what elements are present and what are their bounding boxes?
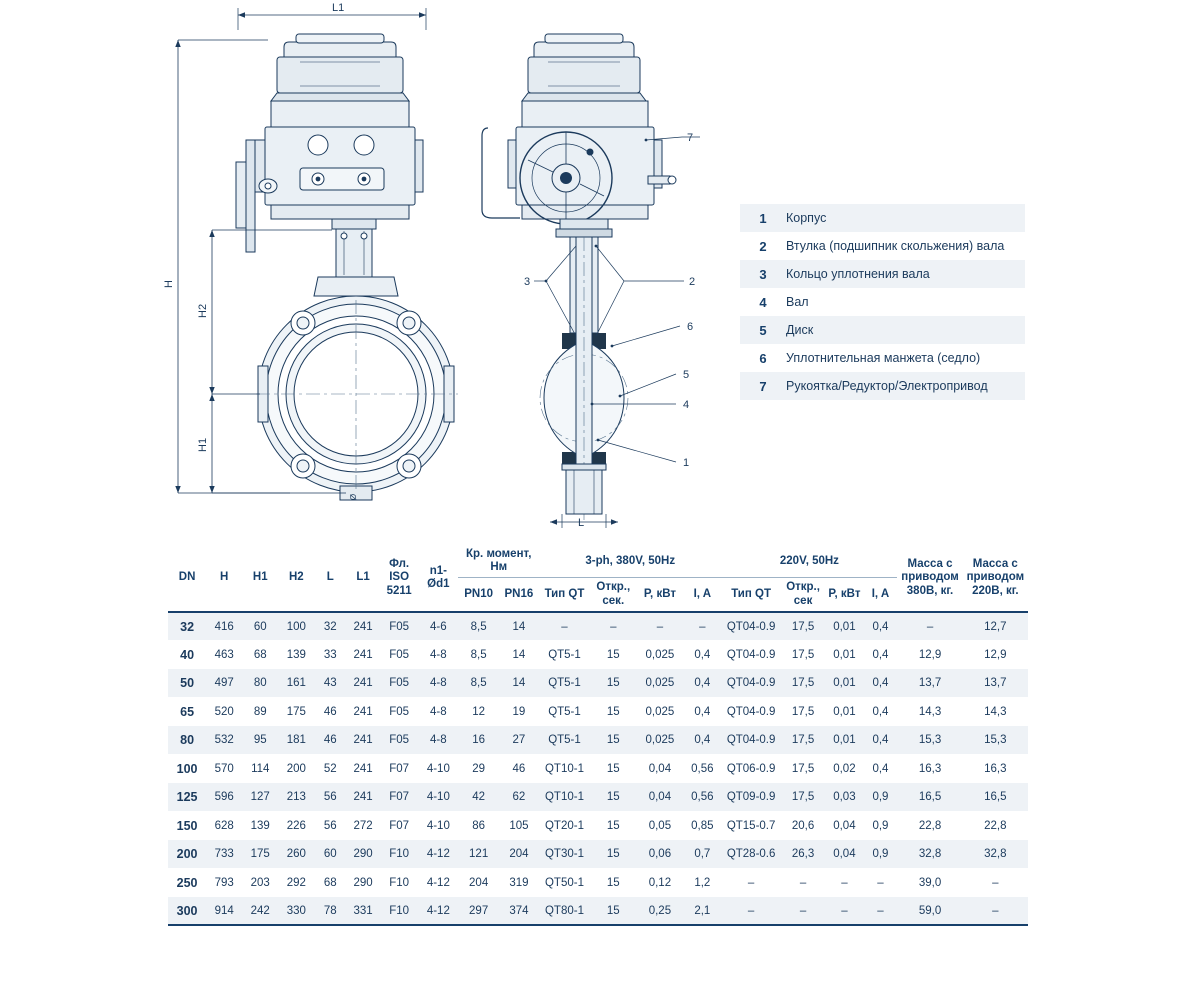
- specification-table: [168, 545, 1028, 926]
- table-cell: 0,4: [694, 705, 711, 718]
- table-cell: 0,56: [691, 762, 714, 775]
- table-cell: 1,2: [694, 876, 711, 889]
- table-cell: 8,5: [470, 620, 487, 633]
- table-cell: QT20-1: [544, 819, 584, 832]
- table-cell: 29: [472, 762, 486, 775]
- table-cell: 32,8: [918, 848, 942, 861]
- table-cell: 32: [323, 620, 337, 633]
- table-cell: 15: [606, 705, 620, 718]
- group-3ph-380v: 3-ph, 380V, 50Hz: [539, 545, 721, 578]
- callout-6: 6: [687, 321, 694, 333]
- table-cell: 16,3: [918, 762, 942, 775]
- table-cell: QT50-1: [544, 876, 584, 889]
- table-row: [168, 811, 1028, 840]
- table-cell: 95: [253, 734, 267, 747]
- table-cell: 32,8: [984, 848, 1007, 861]
- table-cell: 628: [214, 819, 234, 832]
- table-cell: 4-12: [426, 848, 450, 861]
- table-cell: F05: [389, 705, 410, 718]
- table-cell: 0,12: [648, 876, 672, 889]
- table-cell: 86: [472, 819, 486, 832]
- col-l1: L1: [356, 571, 370, 584]
- table-cell: 0,01: [833, 620, 856, 633]
- table-cell: 46: [512, 762, 526, 775]
- table-cell: 260: [286, 848, 306, 861]
- col-open-sec-220: Откр., сек: [786, 581, 820, 607]
- table-cell: 39,0: [918, 876, 942, 889]
- table-cell: 62: [512, 791, 526, 804]
- table-header-group-row: [168, 545, 1028, 578]
- callout-2: 2: [689, 276, 696, 288]
- table-cell: QT80-1: [544, 904, 584, 917]
- table-cell: –: [610, 620, 617, 633]
- cell-dn: 40: [180, 647, 195, 662]
- table-cell: 14: [512, 620, 526, 633]
- table-cell: –: [926, 620, 934, 633]
- callout-7: 7: [687, 132, 694, 144]
- table-cell: QT10-1: [544, 791, 584, 804]
- table-cell: F05: [389, 620, 410, 633]
- table-cell: 241: [353, 762, 373, 775]
- table-cell: 0,025: [645, 734, 675, 747]
- table-cell: 0,4: [872, 762, 889, 775]
- table-cell: 4-10: [426, 819, 450, 832]
- table-cell: 17,5: [791, 791, 815, 804]
- table-cell: –: [877, 904, 884, 917]
- legend-label: Корпус: [786, 211, 827, 225]
- table-cell: 4-8: [430, 705, 447, 718]
- table-cell: 17,5: [791, 734, 815, 747]
- table-cell: 52: [323, 762, 337, 775]
- table-cell: 56: [323, 819, 337, 832]
- table-cell: F05: [389, 677, 410, 690]
- table-cell: 0,25: [648, 904, 672, 917]
- table-row: [168, 754, 1028, 783]
- table-cell: 272: [353, 819, 373, 832]
- col-dn: DN: [178, 571, 196, 584]
- table-cell: 15,3: [918, 734, 942, 747]
- table-cell: 200: [286, 762, 306, 775]
- table-cell: 213: [286, 791, 306, 804]
- table-row: [168, 697, 1028, 726]
- col-h2: H2: [288, 571, 304, 584]
- table-cell: 0,02: [833, 762, 856, 775]
- table-cell: QT04-0.9: [726, 734, 776, 747]
- table-cell: 68: [253, 648, 267, 661]
- table-cell: 0,56: [691, 791, 714, 804]
- table-cell: 16,5: [984, 791, 1007, 804]
- table-cell: 17,5: [791, 705, 815, 718]
- table-cell: 203: [250, 876, 270, 889]
- table-cell: 0,01: [833, 648, 856, 661]
- table-cell: 0,4: [872, 648, 889, 661]
- table-cell: 15: [606, 876, 620, 889]
- table-cell: F10: [389, 876, 410, 889]
- table-cell: 4-6: [430, 620, 447, 633]
- table-cell: 4-8: [430, 734, 447, 747]
- table-cell: 14,3: [984, 705, 1007, 718]
- col-current-380: I, A: [693, 588, 712, 601]
- table-cell: 12,9: [918, 648, 942, 661]
- table-cell: 139: [250, 819, 270, 832]
- table-cell: 22,8: [984, 819, 1007, 832]
- svg-text:Ø: Ø: [349, 493, 358, 501]
- col-type-qt-220: Тип QT: [731, 588, 771, 601]
- table-row: [168, 840, 1028, 869]
- table-row: [168, 612, 1028, 641]
- table-body: [168, 612, 1028, 926]
- legend-label: Диск: [786, 323, 814, 337]
- table-cell: 4-10: [426, 762, 450, 775]
- table-cell: 331: [353, 904, 373, 917]
- table-cell: 0,85: [691, 819, 714, 832]
- table-cell: 0,025: [645, 648, 675, 661]
- table-cell: 15: [606, 734, 620, 747]
- legend-number: 4: [759, 294, 767, 310]
- table-cell: 14,3: [918, 705, 942, 718]
- cell-dn: 125: [176, 790, 198, 805]
- table-cell: 793: [214, 876, 234, 889]
- col-pn16: PN16: [504, 588, 534, 601]
- col-flange-iso: Фл. ISO 5211: [386, 558, 412, 597]
- col-power-380: P, кВт: [643, 588, 676, 601]
- col-current-220: I, A: [871, 588, 890, 601]
- table-cell: 15,3: [984, 734, 1007, 747]
- table-cell: 0,025: [645, 705, 675, 718]
- legend-number: 1: [759, 210, 767, 226]
- col-open-sec-380: Откр., сек.: [596, 581, 631, 607]
- table-cell: 17,5: [791, 620, 815, 633]
- table-cell: 4-8: [430, 648, 447, 661]
- table-cell: 241: [353, 648, 373, 661]
- table-cell: 14: [512, 677, 526, 690]
- col-h1: H1: [252, 571, 268, 584]
- table-cell: –: [877, 876, 884, 889]
- table-cell: 0,01: [833, 705, 856, 718]
- table-cell: 12,7: [984, 620, 1007, 633]
- table-cell: 33: [323, 648, 337, 661]
- table-cell: 80: [253, 677, 267, 690]
- cell-dn: 100: [176, 761, 198, 776]
- table-cell: 17,5: [791, 648, 815, 661]
- table-cell: QT09-0.9: [726, 791, 776, 804]
- table-cell: QT30-1: [544, 848, 584, 861]
- table-cell: QT5-1: [548, 705, 581, 718]
- table-cell: 13,7: [984, 677, 1007, 690]
- table-cell: 59,0: [918, 904, 942, 917]
- table-cell: 0,04: [648, 762, 672, 775]
- table-cell: 497: [214, 677, 234, 690]
- table-cell: 2,1: [694, 904, 711, 917]
- table-cell: 46: [323, 705, 337, 718]
- table-cell: 0,04: [648, 791, 672, 804]
- table-cell: –: [747, 904, 755, 917]
- table-cell: 114: [251, 762, 270, 775]
- table-cell: 22,8: [918, 819, 942, 832]
- callout-3: 3: [524, 276, 531, 288]
- legend-item-4: [740, 288, 1025, 316]
- table-cell: F07: [389, 819, 410, 832]
- dim-label-h1: H1: [197, 437, 209, 452]
- dim-label-h: H: [163, 280, 175, 288]
- dim-label-l: L: [578, 517, 585, 529]
- table-cell: 241: [353, 705, 373, 718]
- col-power-220: P, кВт: [828, 588, 861, 601]
- table-cell: QT15-0.7: [726, 819, 776, 832]
- legend-label: Рукоятка/Редуктор/Электропривод: [786, 379, 988, 393]
- col-l: L: [326, 571, 334, 584]
- table-cell: 60: [253, 620, 267, 633]
- table-cell: 16,5: [918, 791, 942, 804]
- table-cell: 15: [606, 819, 620, 832]
- legend-label: Втулка (подшипник скольжения) вала: [786, 239, 1005, 253]
- col-h: H: [220, 571, 229, 584]
- table-cell: 175: [286, 705, 306, 718]
- table-cell: QT06-0.9: [726, 762, 776, 775]
- dim-label-h2: H2: [197, 303, 209, 318]
- table-cell: 43: [323, 677, 337, 690]
- table-cell: 226: [286, 819, 306, 832]
- legend-item-5: [740, 316, 1025, 344]
- table-cell: 0,4: [694, 648, 711, 661]
- table-cell: 570: [214, 762, 234, 775]
- table-cell: 4-12: [426, 876, 450, 889]
- table-cell: 4-8: [430, 677, 447, 690]
- table-cell: 520: [214, 705, 234, 718]
- col-n1-d1: n1-Ød1: [427, 564, 450, 590]
- table-cell: QT04-0.9: [726, 677, 776, 690]
- cell-dn: 32: [180, 619, 195, 634]
- table-cell: 15: [606, 677, 620, 690]
- table-cell: 17,5: [791, 677, 815, 690]
- table-cell: –: [656, 620, 664, 633]
- callout-5: 5: [683, 369, 690, 381]
- table-cell: –: [841, 904, 848, 917]
- table-cell: 0,4: [694, 677, 711, 690]
- table-cell: 0,4: [872, 734, 889, 747]
- table-cell: 15: [606, 648, 620, 661]
- table-cell: 0,05: [648, 819, 672, 832]
- table-cell: 204: [509, 848, 529, 861]
- table-cell: 0,06: [648, 848, 672, 861]
- table-cell: 15: [606, 791, 620, 804]
- table-cell: 16: [472, 734, 486, 747]
- table-cell: 100: [286, 620, 306, 633]
- table-cell: F05: [389, 648, 410, 661]
- group-torque: Кр. момент, Нм: [458, 545, 539, 578]
- table-cell: 596: [214, 791, 234, 804]
- table-cell: 14: [512, 648, 526, 661]
- table-cell: 0,4: [872, 620, 889, 633]
- table-cell: F05: [389, 734, 410, 747]
- table-cell: 27: [512, 734, 526, 747]
- table-cell: 290: [353, 848, 373, 861]
- table-cell: 733: [214, 848, 234, 861]
- table-cell: 242: [250, 904, 270, 917]
- table-cell: 292: [286, 876, 306, 889]
- table-cell: 127: [250, 791, 270, 804]
- table-cell: 914: [214, 904, 234, 917]
- table-row: [168, 669, 1028, 698]
- col-pn10: PN10: [464, 588, 494, 601]
- table-cell: 46: [323, 734, 337, 747]
- table-cell: 105: [509, 819, 529, 832]
- table-cell: 290: [353, 876, 373, 889]
- table-cell: 4-10: [426, 791, 450, 804]
- table-cell: 374: [509, 904, 529, 917]
- col-mass-220: Масса с приводом 220В, кг.: [966, 558, 1025, 597]
- table-cell: 8,5: [470, 677, 487, 690]
- table-cell: 0,01: [833, 677, 856, 690]
- legend-label: Уплотнительная манжета (седло): [786, 351, 981, 365]
- cell-dn: 200: [176, 847, 198, 862]
- cell-dn: 250: [176, 875, 198, 890]
- table-cell: 0,025: [645, 677, 675, 690]
- table-cell: 0,9: [872, 791, 889, 804]
- table-cell: 4-12: [426, 904, 450, 917]
- legend-item-3: [740, 260, 1025, 288]
- table-cell: 0,7: [694, 848, 711, 861]
- cell-dn: 80: [180, 733, 195, 748]
- table-row: [168, 868, 1028, 897]
- table-cell: F10: [389, 904, 410, 917]
- table-cell: QT5-1: [548, 734, 581, 747]
- table-cell: 0,04: [833, 848, 856, 861]
- legend-item-1: [740, 204, 1025, 232]
- cell-dn: 150: [176, 818, 198, 833]
- table-cell: 13,7: [918, 677, 942, 690]
- legend-number: 6: [759, 350, 767, 366]
- table-cell: 181: [286, 734, 306, 747]
- table-cell: QT28-0.6: [726, 848, 776, 861]
- cell-dn: 50: [180, 676, 195, 691]
- table-cell: 319: [509, 876, 529, 889]
- table-cell: 12,9: [984, 648, 1007, 661]
- table-cell: –: [561, 620, 568, 633]
- table-cell: 204: [469, 876, 489, 889]
- table-cell: –: [699, 620, 706, 633]
- legend-label: Вал: [786, 295, 809, 309]
- table-cell: 416: [214, 620, 234, 633]
- table-cell: QT5-1: [548, 648, 581, 661]
- table-cell: 330: [286, 904, 306, 917]
- legend-number: 3: [759, 266, 767, 282]
- table-cell: –: [799, 904, 807, 917]
- table-cell: 0,4: [872, 677, 889, 690]
- cell-dn: 65: [180, 704, 195, 719]
- dim-label-l1: L1: [332, 2, 345, 14]
- table-cell: 16,3: [984, 762, 1007, 775]
- table-cell: QT04-0.9: [726, 705, 776, 718]
- table-cell: 42: [472, 791, 486, 804]
- table-cell: 26,3: [791, 848, 815, 861]
- table-cell: 0,4: [872, 705, 889, 718]
- callout-1: 1: [683, 457, 690, 469]
- callout-4: 4: [683, 399, 690, 411]
- table-cell: 241: [353, 791, 373, 804]
- table-cell: –: [992, 904, 999, 917]
- table-cell: 0,9: [872, 819, 889, 832]
- group-220v: 220V, 50Hz: [721, 545, 897, 578]
- table-cell: –: [747, 876, 755, 889]
- legend-item-2: [740, 232, 1025, 260]
- parts-legend: [740, 204, 1025, 400]
- table-cell: 17,5: [791, 762, 815, 775]
- table-cell: 532: [214, 734, 234, 747]
- table-cell: 241: [353, 734, 373, 747]
- table-cell: –: [799, 876, 807, 889]
- table-cell: F07: [389, 791, 410, 804]
- table-cell: QT5-1: [548, 677, 581, 690]
- table-cell: 56: [323, 791, 337, 804]
- table-row: [168, 783, 1028, 812]
- table-cell: 161: [286, 677, 306, 690]
- cell-dn: 300: [176, 903, 198, 918]
- table-cell: 19: [512, 705, 526, 718]
- legend-number: 7: [759, 378, 767, 394]
- table-cell: 60: [323, 848, 337, 861]
- table-cell: 68: [323, 876, 337, 889]
- table-cell: 463: [214, 648, 234, 661]
- table-cell: 241: [353, 620, 373, 633]
- table-cell: 0,04: [833, 819, 856, 832]
- table-cell: F10: [389, 848, 410, 861]
- table-cell: 15: [606, 762, 620, 775]
- table-cell: QT04-0.9: [726, 648, 776, 661]
- table-cell: 241: [353, 677, 373, 690]
- table-cell: –: [992, 876, 999, 889]
- legend-label: Кольцо уплотнения вала: [786, 267, 930, 281]
- table-cell: 20,6: [791, 819, 815, 832]
- table-cell: QT04-0.9: [726, 620, 776, 633]
- col-mass-380: Масса с приводом 380В, кг.: [901, 558, 959, 597]
- table-cell: 0,9: [872, 848, 889, 861]
- table-row: [168, 897, 1028, 926]
- table-cell: 297: [469, 904, 489, 917]
- table-cell: 121: [469, 848, 489, 861]
- table-cell: 0,4: [694, 734, 711, 747]
- table-cell: 175: [250, 848, 270, 861]
- legend-item-7: [740, 372, 1025, 400]
- table-cell: 89: [253, 705, 267, 718]
- table-cell: 8,5: [470, 648, 487, 661]
- col-type-qt-380: Тип QT: [544, 588, 585, 601]
- legend-number: 5: [759, 322, 767, 338]
- table-cell: –: [841, 876, 848, 889]
- table-cell: 15: [606, 848, 620, 861]
- legend-number: 2: [759, 238, 767, 254]
- table-cell: 0,03: [833, 791, 856, 804]
- table-cell: QT10-1: [544, 762, 584, 775]
- table-cell: 78: [323, 904, 337, 917]
- table-cell: 12: [472, 705, 486, 718]
- table-cell: 0,01: [833, 734, 856, 747]
- table-cell: F07: [389, 762, 410, 775]
- legend-item-6: [740, 344, 1025, 372]
- table-row: [168, 640, 1028, 669]
- table-cell: 139: [286, 648, 306, 661]
- table-row: [168, 726, 1028, 755]
- table-cell: 15: [606, 904, 620, 917]
